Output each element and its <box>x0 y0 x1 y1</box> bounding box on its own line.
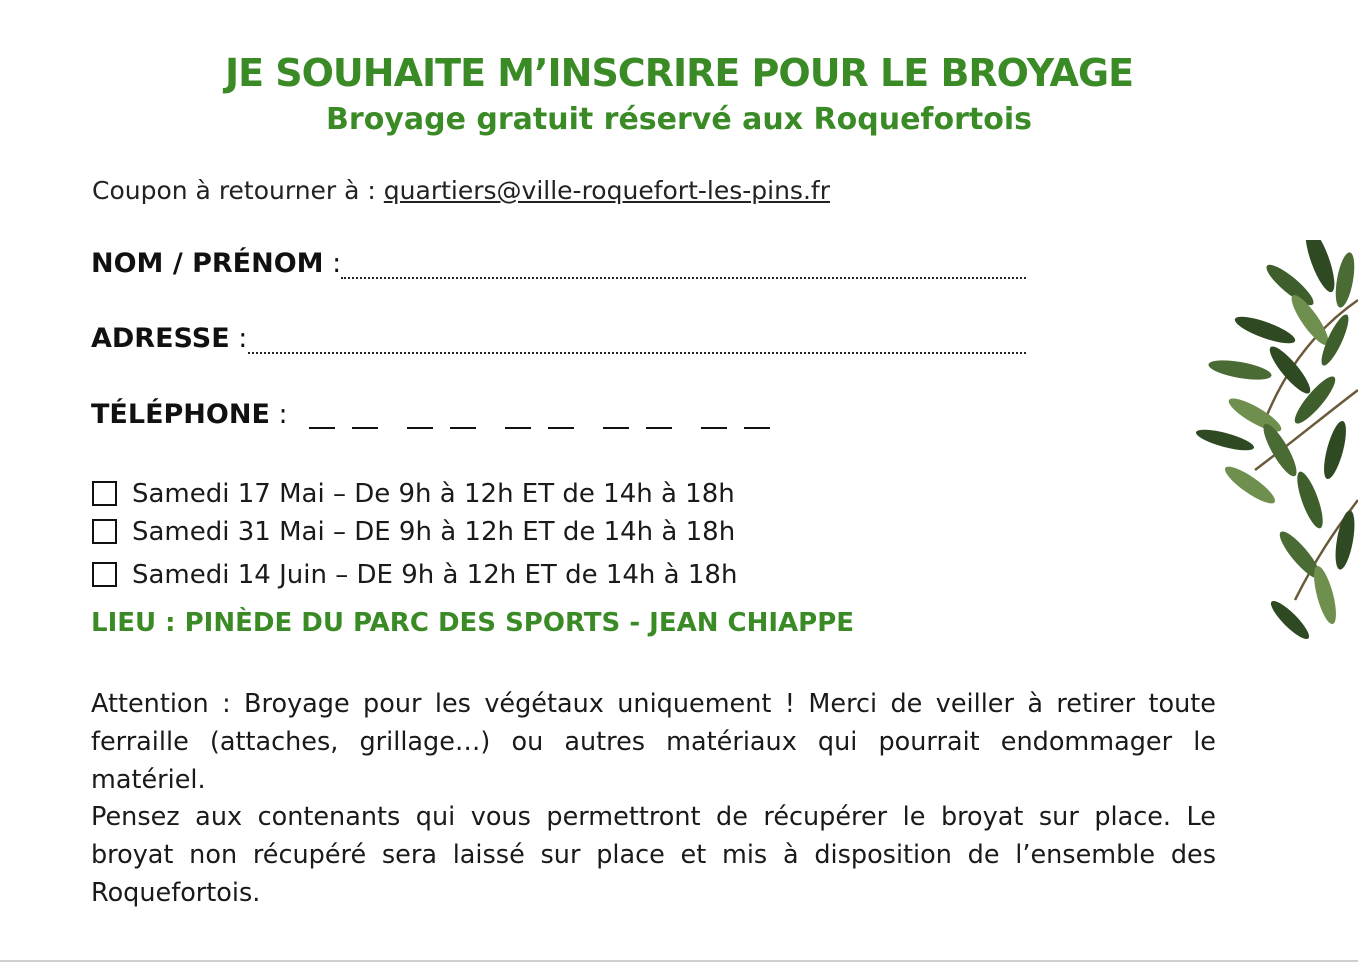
slot-checkbox[interactable] <box>92 562 117 587</box>
coupon-instruction <box>92 176 830 205</box>
phone-digit-slot[interactable] <box>548 427 574 429</box>
phone-label: TÉLÉPHONE <box>91 399 270 430</box>
slot-label: Samedi 17 Mai – De 9h à 12h ET de 14h à 18h <box>132 479 735 509</box>
olive-branch-leaves-image <box>1195 240 1358 650</box>
coupon-label: Coupon à retourner à : <box>92 176 384 205</box>
location-text: LIEU : PINÈDE DU PARC DES SPORTS - JEAN CHIAPPE <box>91 608 855 638</box>
phone-digit-slot[interactable] <box>352 427 378 429</box>
name-separator: : <box>323 248 342 279</box>
phone-field <box>91 398 791 432</box>
phone-digit-slot[interactable] <box>407 427 433 429</box>
address-separator: : <box>229 323 248 354</box>
name-label: NOM / PRÉNOM <box>91 248 324 279</box>
name-field <box>91 247 1031 281</box>
phone-digit-slot[interactable] <box>701 427 727 429</box>
page-subtitle: Broyage gratuit réservé aux Roquefortois <box>326 102 1032 137</box>
name-input-line[interactable] <box>341 277 1026 279</box>
page-title: JE SOUHAITE M’INSCRIRE POUR LE BROYAGE <box>224 51 1134 95</box>
phone-digit-slot[interactable] <box>744 427 770 429</box>
phone-digit-slot[interactable] <box>450 427 476 429</box>
olive-leaves <box>1195 240 1358 643</box>
phone-digit-slot[interactable] <box>309 427 335 429</box>
slot-label: Samedi 14 Juin – DE 9h à 12h ET de 14h à 18h <box>132 560 738 590</box>
phone-separator: : <box>269 399 288 430</box>
phone-digit-slot[interactable] <box>505 427 531 429</box>
phone-digit-slot[interactable] <box>603 427 629 429</box>
slot-checkbox[interactable] <box>92 481 117 506</box>
address-input-line[interactable] <box>248 352 1026 354</box>
slot-checkbox[interactable] <box>92 519 117 544</box>
address-label: ADRESSE <box>91 323 230 354</box>
coupon-email-link[interactable]: quartiers@ville-roquefort-les-pins.fr <box>383 176 830 205</box>
slot-label: Samedi 31 Mai – DE 9h à 12h ET de 14h à 18h <box>132 517 736 547</box>
attention-note: Attention : Broyage pour les végétaux uniquement ! Merci de veiller à retirer toute ferraille (attaches, grillage…) ou autres matériaux qui pourrait endommager le matériel. <box>91 689 1216 795</box>
address-field <box>91 322 1031 356</box>
containers-note: Pensez aux contenants qui vous permettront de récupérer le broyat sur place. Le broyat non récupéré sera laissé sur place et mis à disposition de l’ensemble des Roquefortois. <box>91 802 1216 908</box>
phone-digit-slot[interactable] <box>646 427 672 429</box>
